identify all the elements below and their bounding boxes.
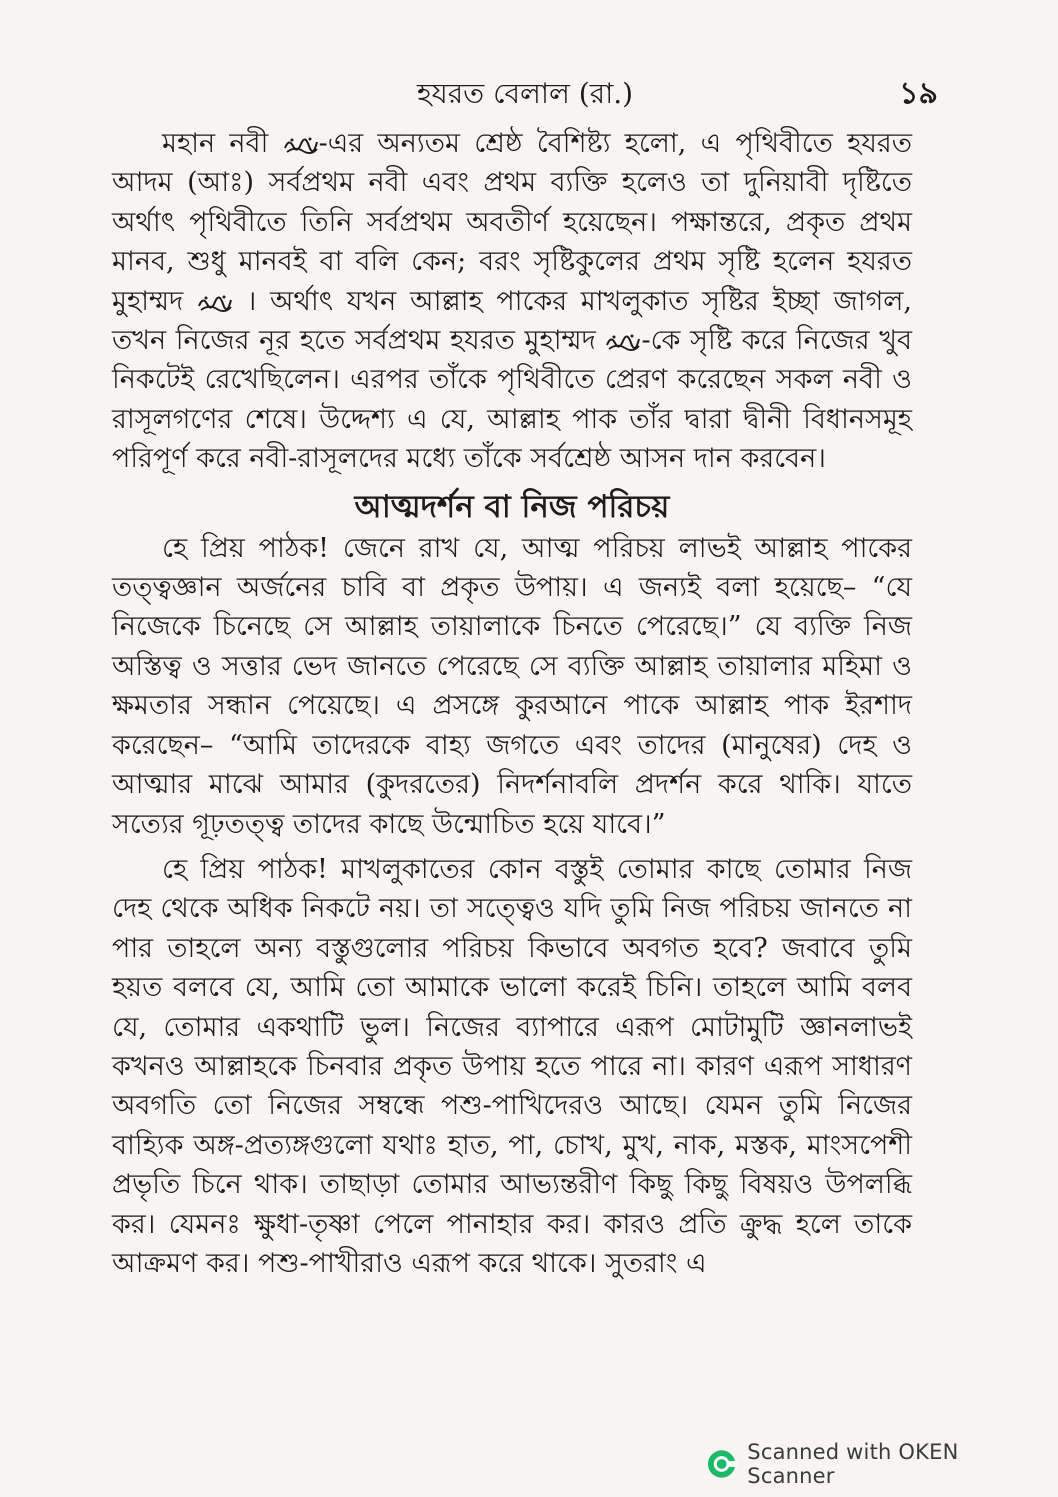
paragraph-1-part-b: -এর অন্যতম শ্রেষ্ঠ বৈশিষ্ট্য হলো, এ পৃথিবীতে হযরত আদম (আঃ) সর্বপ্রথম নবী এবং প্রথম ব্যক্তি হলেও তা দুনিয়াবী দৃষ্টিতে অর্থাৎ পৃথিবীতে তিনি সর্বপ্রথম অবতীর্ণ হয়েছেন। পক্ষান্তরে, প্রকৃত প্রথম মানব, শুধু মানবই বা বলি কেন; বরং সৃষ্টিকুলের প্রথম সৃষ্টি হলেন হযরত মুহাম্মদ bbox=[112, 128, 912, 317]
section-heading: আত্মদর্শন বা নিজ পরিচয় bbox=[354, 488, 670, 525]
page-number: ১৯ bbox=[899, 76, 938, 111]
paragraph-1-part-d: -কে সৃষ্টি করে নিজের খুব নিকটেই রেখেছিলেন। এরপর তাঁকে পৃথিবীতে প্রেরণ করেছেন সকল নবী ও রাসূলগণের শেষে। উদ্দেশ্য এ যে, আল্লাহ পাক তাঁর দ্বারা দ্বীনী বিধানসমূহ পরিপূর্ণ করে নবী-রাসূলদের মধ্যে তাঁকে সর্বশ্রেষ্ঠ আসন দান করবেন। bbox=[112, 325, 912, 475]
page-header bbox=[112, 74, 938, 120]
paragraph-1-part-a: মহান নবী bbox=[162, 128, 269, 159]
paragraph-1 bbox=[112, 124, 912, 479]
body-text bbox=[112, 124, 912, 1283]
salutation-seal-icon bbox=[197, 292, 233, 312]
scanner-logo-icon bbox=[706, 1448, 737, 1480]
paragraph-1-part-c: । অর্থাৎ যখন আল্লাহ পাকের মাখলুকাত সৃষ্টির ইচ্ছা জাগল, তখন নিজের নূর হতে সর্বপ্রথম হযরত মুহাম্মদ bbox=[112, 285, 912, 357]
salutation-seal-icon bbox=[605, 331, 641, 351]
paragraph-3: হে প্রিয় পাঠক! মাখলুকাতের কোন বস্তুই তোমার কাছে তোমার নিজ দেহ থেকে অধিক নিকটে নয়। তা সত্ত্বেও যদি তুমি নিজ পরিচয় জানতে না পার তাহলে অন্য বস্তুগুলোর পরিচয় কিভাবে অবগত হবে? জবাবে তুমি হয়ত বলবে যে, আমি তো আমাকে ভালো করেই চিনি। তাহলে আমি বলব যে, তোমার একথাটি ভুল। নিজের ব্যাপারে এরূপ মোটামুটি জ্ঞানলাভই কখনও আল্লাহকে চিনবার প্রকৃত উপায় হতে পারে না। কারণ এরূপ সাধারণ অবগতি তো নিজের সম্বন্ধে পশু-পাখিদেরও আছে। যেমন তুমি নিজের বাহ্যিক অঙ্গ-প্রত্যঙ্গগুলো যথাঃ হাত, পা, চোখ, মুখ, নাক, মস্তক, মাংসপেশী প্রভৃতি চিনে থাক। তাছাড়া তোমার আভ্যন্তরীণ কিছু কিছু বিষয়ও উপলব্ধি কর। যেমনঃ ক্ষুধা-তৃষ্ণা পেলে পানাহার কর। কারও প্রতি ক্রুদ্ধ হলে তাকে আক্রমণ কর। পশু-পাখীরাও এরূপ করে থাকে। সুতরাং এ bbox=[112, 853, 912, 1279]
scanner-watermark bbox=[706, 1440, 1046, 1488]
salutation-seal-icon bbox=[283, 134, 319, 154]
scanner-label: Scanned with OKEN Scanner bbox=[747, 1440, 959, 1488]
running-title: হযরত বেলাল (রা.) bbox=[416, 77, 634, 110]
paragraph-2: হে প্রিয় পাঠক! জেনে রাখ যে, আত্ম পরিচয় লাভই আল্লাহ পাকের তত্ত্বজ্ঞান অর্জনের চাবি বা প্রকৃত উপায়। এ জন্যই বলা হয়েছে– “যে নিজেকে চিনেছে সে আল্লাহ তায়ালাকে চিনতে পেরেছে।” যে ব্যক্তি নিজ অস্তিত্ব ও সত্তার ভেদ জানতে পেরেছে সে ব্যক্তি আল্লাহ তায়ালার মহিমা ও ক্ষমতার সন্ধান পেয়েছে। এ প্রসঙ্গে কুরআনে পাকে আল্লাহ পাক ইরশাদ করেছেন– “আমি তাদেরকে বাহ্য জগতে এবং তাদের (মানুষের) দেহ ও আত্মার মাঝে আমার (কুদরতের) নিদর্শনাবলি প্রদর্শন করে থাকি। যাতে সত্যের গূঢ়তত্ত্ব তাদের কাছে উন্মোচিত হয়ে যাবে।” bbox=[112, 532, 912, 840]
